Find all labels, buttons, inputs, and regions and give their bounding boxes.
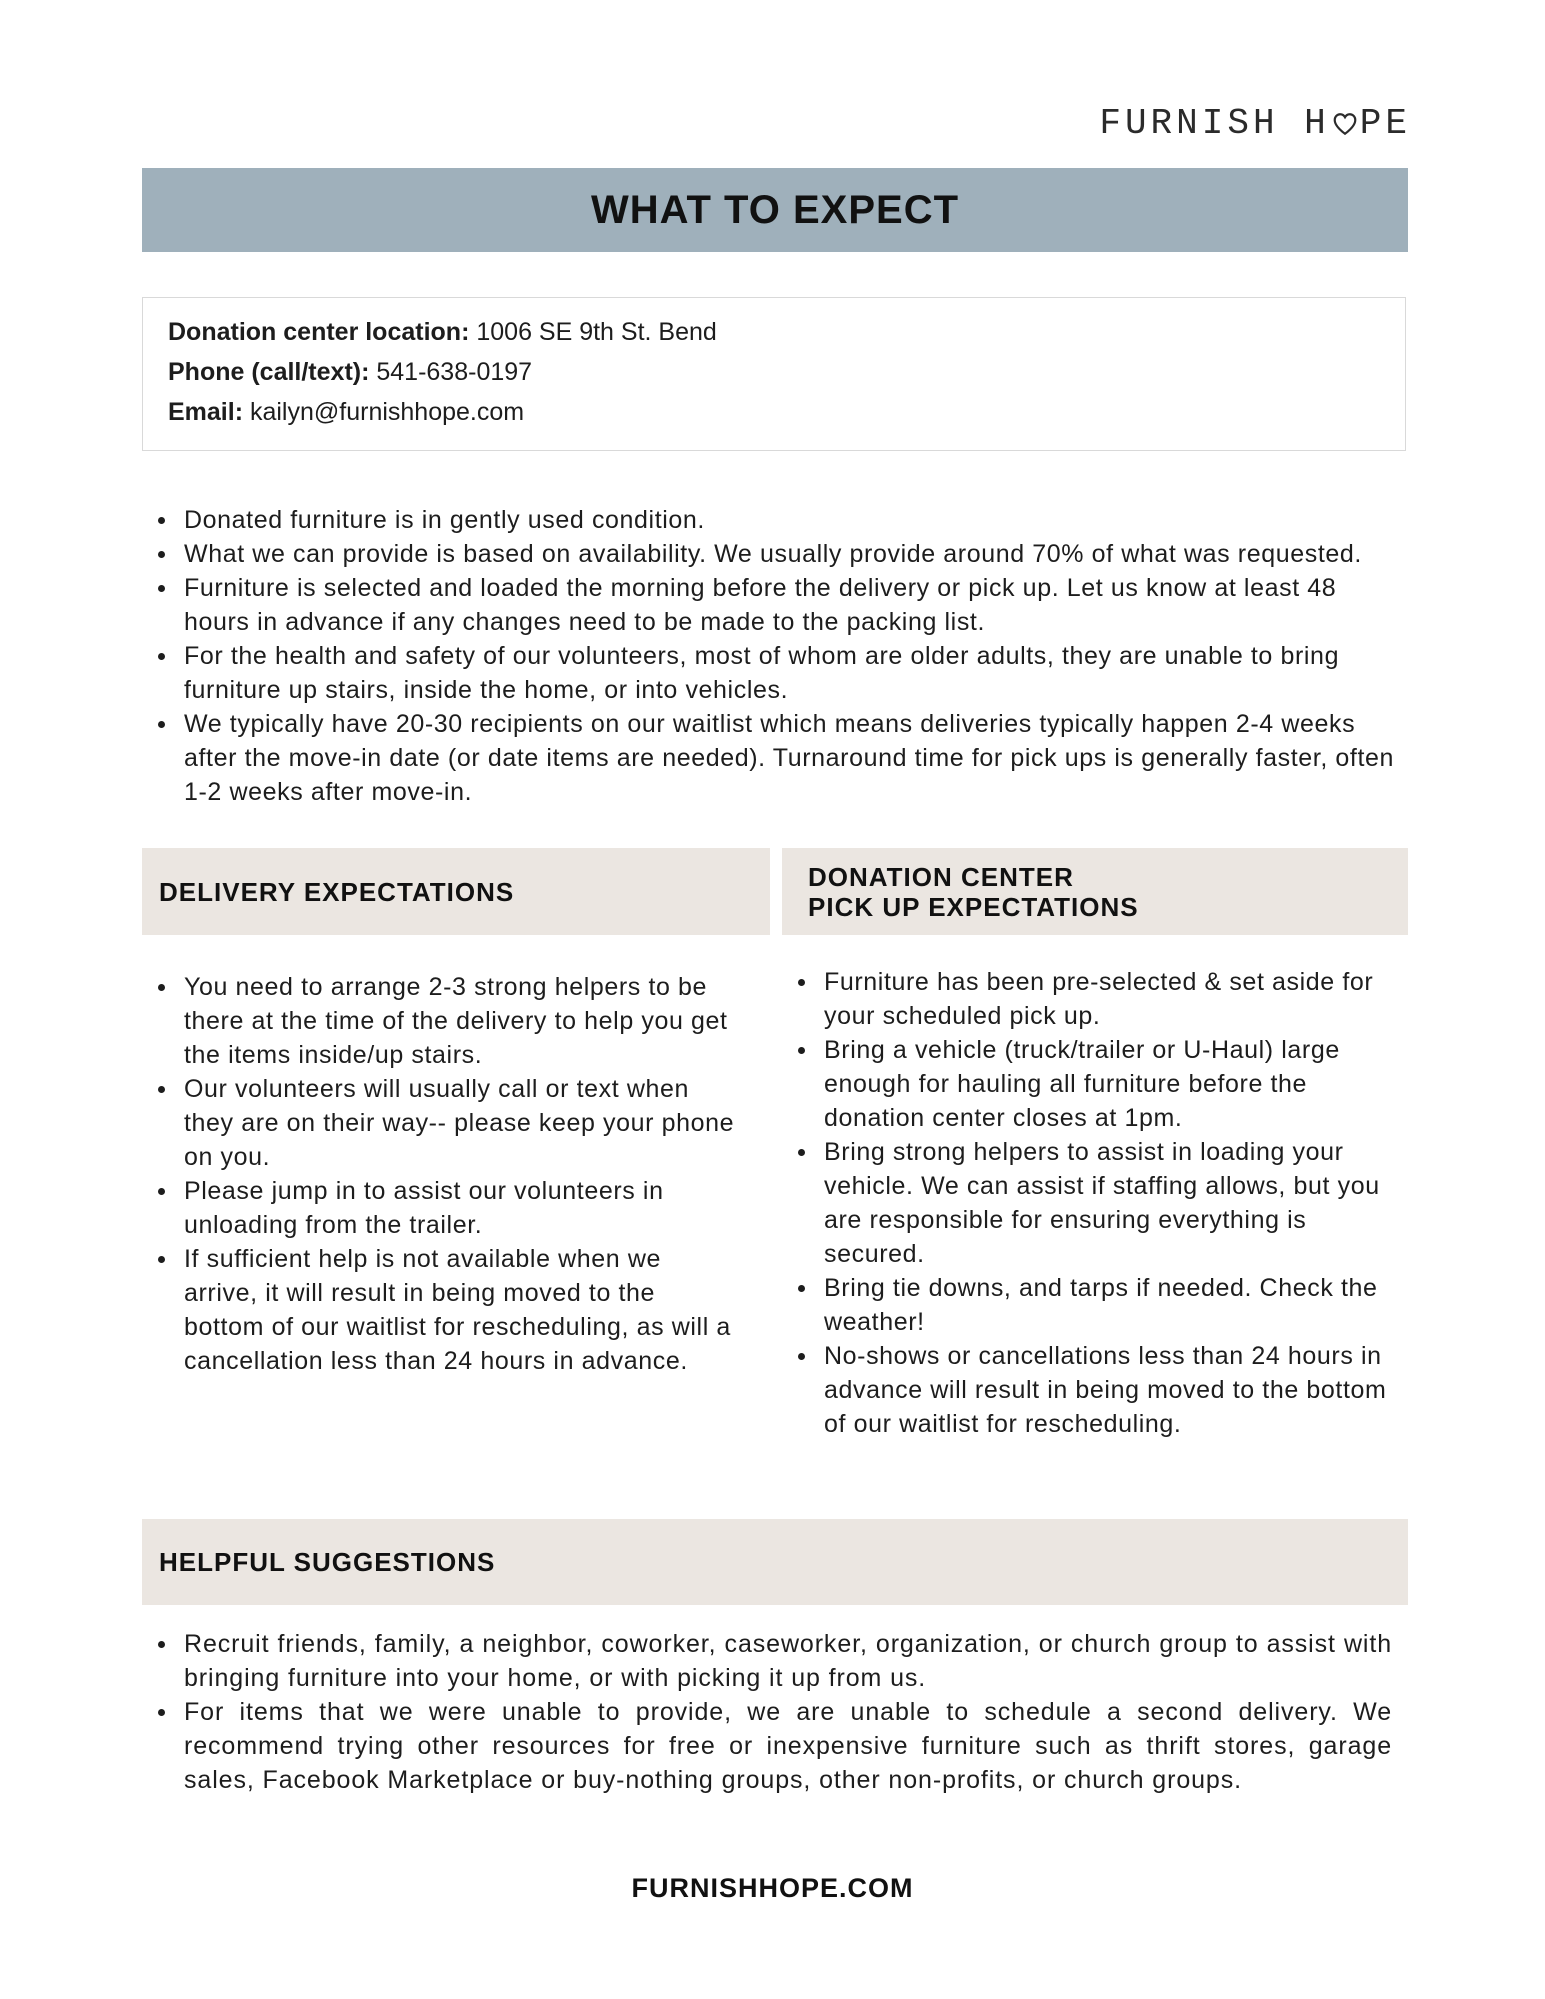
email-line bbox=[168, 392, 1405, 432]
list-item: Bring a vehicle (truck/trailer or U-Haul) large enough for hauling all furniture before the donation center closes at 1pm. bbox=[782, 1033, 1402, 1135]
heart-icon bbox=[1332, 111, 1358, 137]
location-line bbox=[168, 312, 1405, 352]
brand-logo bbox=[1099, 103, 1411, 144]
page-title: WHAT TO EXPECT bbox=[590, 187, 960, 232]
list-item: Furniture has been pre-selected & set aside for your scheduled pick up. bbox=[782, 965, 1402, 1033]
brand-logo-text-end: PE bbox=[1359, 103, 1411, 144]
list-item: Bring tie downs, and tarps if needed. Check the weather! bbox=[782, 1271, 1402, 1339]
intro-list bbox=[142, 503, 1408, 809]
email-value: kailyn@furnishhope.com bbox=[243, 398, 525, 426]
contact-info-box bbox=[142, 297, 1406, 451]
list-item: Please jump in to assist our volunteers in unloading from the trailer. bbox=[142, 1174, 742, 1242]
phone-label: Phone (call/text): bbox=[168, 358, 370, 386]
phone-value: 541-638-0197 bbox=[369, 358, 533, 386]
pickup-heading-line2: PICK UP EXPECTATIONS bbox=[808, 891, 1139, 922]
delivery-list bbox=[142, 970, 742, 1378]
delivery-section-header bbox=[142, 848, 770, 935]
location-value: 1006 SE 9th St. Bend bbox=[469, 318, 717, 346]
helpful-list bbox=[142, 1627, 1392, 1797]
list-item: Recruit friends, family, a neighbor, coworker, caseworker, organization, or church group to assist with bringing furniture into your home, or with picking it up from us. bbox=[142, 1627, 1392, 1695]
list-item: Bring strong helpers to assist in loading your vehicle. We can assist if staffing allows, but you are responsible for ensuring everything is secured. bbox=[782, 1135, 1402, 1271]
pickup-list bbox=[782, 965, 1402, 1441]
list-item: For items that we were unable to provide, we are unable to schedule a second delivery. We recommend trying other resources for free or inexpensive furniture such as thrift stores, garage sales, Facebook Marketplace or buy-nothing groups, other non-profits, or church groups. bbox=[142, 1695, 1392, 1797]
footer-website: FURNISHHOPE.COM bbox=[631, 1873, 914, 1903]
location-label: Donation center location: bbox=[168, 318, 470, 346]
list-item: If sufficient help is not available when we arrive, it will result in being moved to the bottom of our waitlist for rescheduling, as will a cancellation less than 24 hours in advance. bbox=[142, 1242, 742, 1378]
pickup-section-header bbox=[782, 848, 1408, 935]
list-item: No-shows or cancellations less than 24 hours in advance will result in being moved to the bottom of our waitlist for rescheduling. bbox=[782, 1339, 1402, 1441]
helpful-heading: HELPFUL SUGGESTIONS bbox=[159, 1547, 496, 1577]
list-item: Furniture is selected and loaded the morning before the delivery or pick up. Let us know at least 48 hours in advance if any changes need to be made to the packing list. bbox=[142, 571, 1408, 639]
list-item: What we can provide is based on availability. We usually provide around 70% of what was requested. bbox=[142, 537, 1408, 571]
pickup-heading-line1: DONATION CENTER bbox=[808, 861, 1074, 892]
title-banner bbox=[142, 168, 1408, 252]
list-item: For the health and safety of our volunteers, most of whom are older adults, they are unable to bring furniture up stairs, inside the home, or into vehicles. bbox=[142, 639, 1408, 707]
email-label: Email: bbox=[168, 398, 244, 426]
list-item: Donated furniture is in gently used condition. bbox=[142, 503, 1408, 537]
list-item: We typically have 20-30 recipients on our waitlist which means deliveries typically happen 2-4 weeks after the move-in date (or date items are needed). Turnaround time for pick ups is generally faster, often 1-2 weeks after move-in. bbox=[142, 707, 1408, 809]
list-item: Our volunteers will usually call or text when they are on their way-- please keep your phone on you. bbox=[142, 1072, 742, 1174]
list-item: You need to arrange 2-3 strong helpers to be there at the time of the delivery to help you get the items inside/up stairs. bbox=[142, 970, 742, 1072]
helpful-section-header bbox=[142, 1519, 1408, 1605]
delivery-heading: DELIVERY EXPECTATIONS bbox=[159, 876, 515, 907]
phone-line bbox=[168, 352, 1405, 392]
brand-logo-text-start: FURNISH H bbox=[1099, 103, 1330, 144]
